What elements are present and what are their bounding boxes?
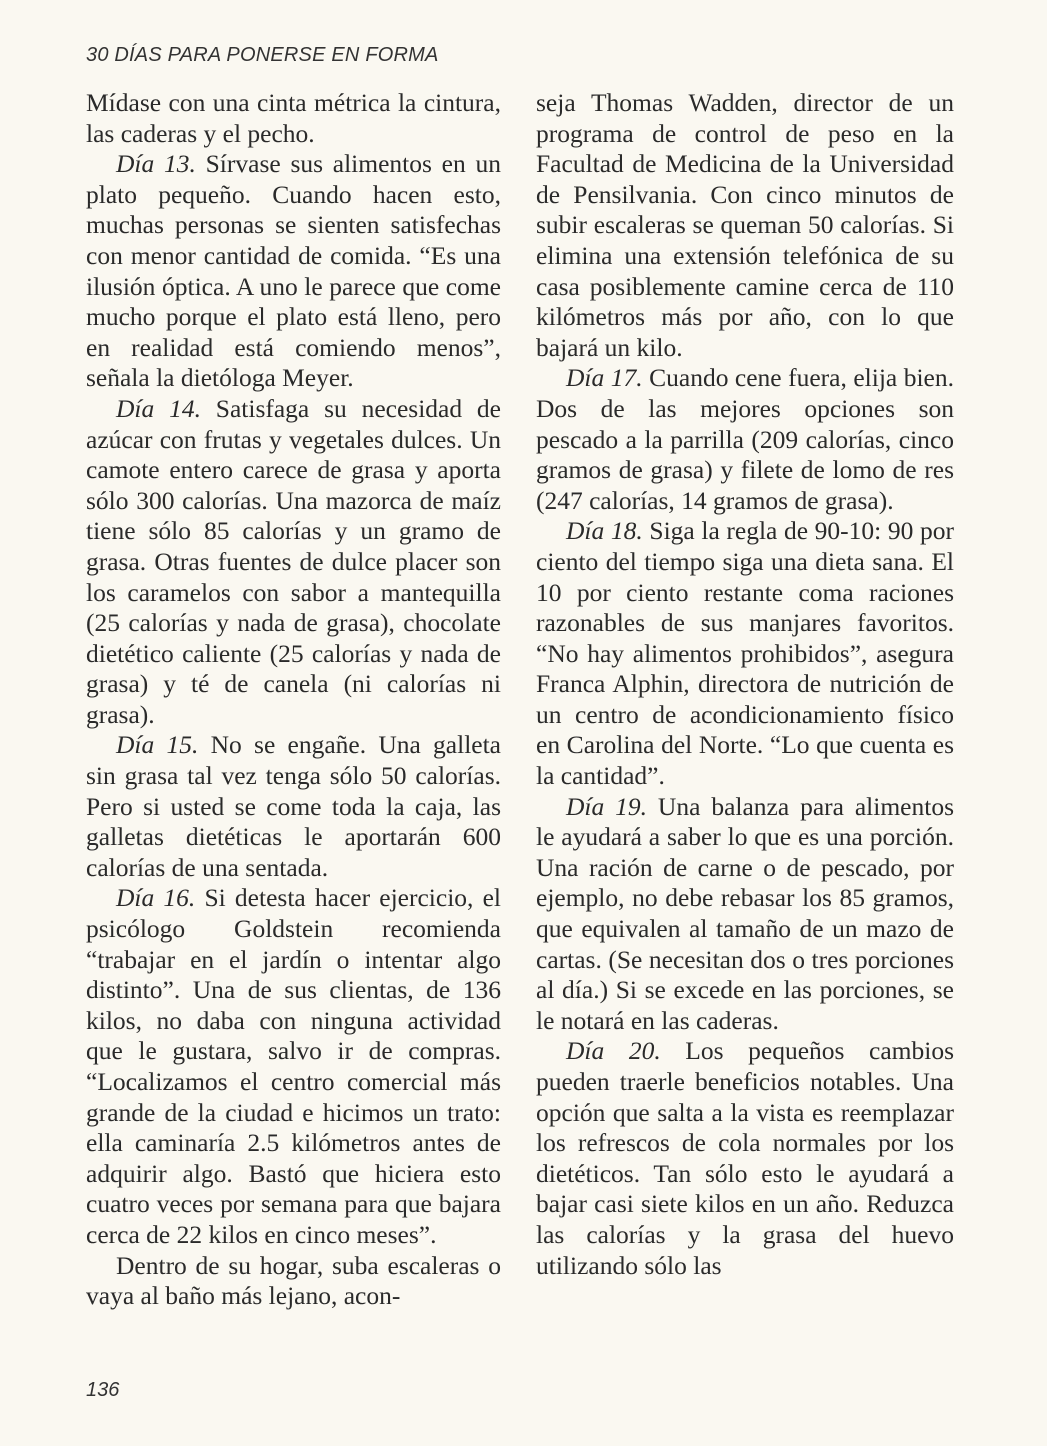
paragraph-day-20 [536,1036,954,1281]
paragraph-text: Si detesta hacer ejercicio, el psicólogo Goldstein recomienda “trabajar en el jardín o intentar algo distinto”. Una de sus clientas, de 136 kilos, no daba con ninguna actividad que le gustara, salvo ir de compras. “Localizamos el centro comercial más grande de la ciudad e hicimos un trato: ella caminaría 2.5 kilómetros antes de adquirir algo. Bastó que hiciera esto cuatro veces por semana para que bajara cerca de 22 kilos en cinco meses”. [86,883,502,1249]
running-header: 30 DÍAS PARA PONERSE EN FORMA [86,44,439,66]
paragraph-text: Cuando cene fuera, elija bien. Dos de las mejores opciones son pescado a la parrilla (209 calorías, cinco gramos de grasa) y filete de lomo de res (247 calorías, 14 gramos de grasa). [536,363,955,515]
paragraph-day-16 [86,883,501,1250]
paragraph-day-15 [86,730,501,883]
paragraph-text: Una balanza para alimentos le ayudará a saber lo que es una porción. Una ración de carne o de pescado, por ejemplo, no debe rebasar los 85 gramos, que equivalen al tamaño de un mazo de cartas. (Se necesitan dos o tres porciones al día.) Si se excede en las porciones, se le notará en las caderas. [536,791,954,1035]
left-column [86,88,501,1312]
day-label: Día 15. [116,730,199,760]
paragraph-day-17 [536,363,954,516]
day-label: Día 17. [566,363,643,393]
paragraph-text: Los pequeños cambios pueden traerle beneficios notables. Una opción que salta a la vista es reemplazar los refrescos de cola normales por los dietéticos. Tan sólo esto le ayudará a bajar casi siete kilos en un año. Reduzca las calorías y la grasa del huevo utilizando sólo las [536,1036,955,1280]
paragraph-day-13 [86,149,501,394]
paragraph [86,88,501,149]
day-label: Día 13. [116,149,196,179]
day-label: Día 19. [566,791,648,821]
paragraph-text: seja Thomas Wadden, director de un programa de control de peso en la Facultad de Medicina de la Universidad de Pensilvania. Con cinco minutos de subir escaleras se queman 50 calorías. Si elimina una extensión telefónica de su casa posiblemente camine cerca de 110 kilómetros más por año, con lo que bajará un kilo. [536,88,954,362]
day-label: Día 18. [566,516,643,546]
paragraph [536,88,954,363]
paragraph-text: Sírvase sus alimentos en un plato pequeño. Cuando hacen esto, muchas personas se sienten satisfechas con menor cantidad de comida. “Es una ilusión óptica. A uno le parece que come mucho porque el plato está lleno, pero en realidad está comiendo menos”, señala la dietóloga Meyer. [86,149,501,393]
paragraph-day-18 [536,516,954,791]
paragraph-day-19 [536,792,954,1037]
day-label: Día 14. [116,393,201,423]
paragraph-day-14 [86,394,501,731]
paragraph-text: Dentro de su hogar, suba escaleras o vaya al baño más lejano, acon- [86,1250,501,1311]
paragraph-text: No se engañe. Una galleta sin grasa tal vez tenga sólo 50 calorías. Pero si usted se come toda la caja, las galletas dietéticas le aportarán 600 calorías de una sentada. [86,730,502,882]
paragraph-text: Mídase con una cinta métrica la cintura, las caderas y el pecho. [86,88,501,148]
paragraph-text: Siga la regla de 90-10: 90 por ciento del tiempo siga una dieta sana. El 10 por ciento restante coma raciones razonables de sus manjares favoritos. “No hay alimentos prohibidos”, asegura Franca Alphin, directora de nutrición de un centro de acondicionamiento físico en Carolina del Norte. “Lo que cuenta es la cantidad”. [536,516,955,791]
paragraph [86,1251,501,1312]
page-number: 136 [86,1379,120,1401]
day-label: Día 16. [116,883,196,913]
paragraph-text: Satisfaga su necesidad de azúcar con frutas y vegetales dulces. Un camote entero carece de grasa y aporta sólo 300 calorías. Una mazorca de maíz tiene sólo 85 calorías y un gramo de grasa. Otras fuentes de dulce placer son los caramelos con sabor a mantequilla (25 calorías y nada de grasa), chocolate dietético caliente (25 calorías y nada de grasa) y té de canela (ni calorías ni grasa). [86,393,501,729]
right-column [536,88,954,1281]
day-label: Día 20. [566,1036,661,1066]
